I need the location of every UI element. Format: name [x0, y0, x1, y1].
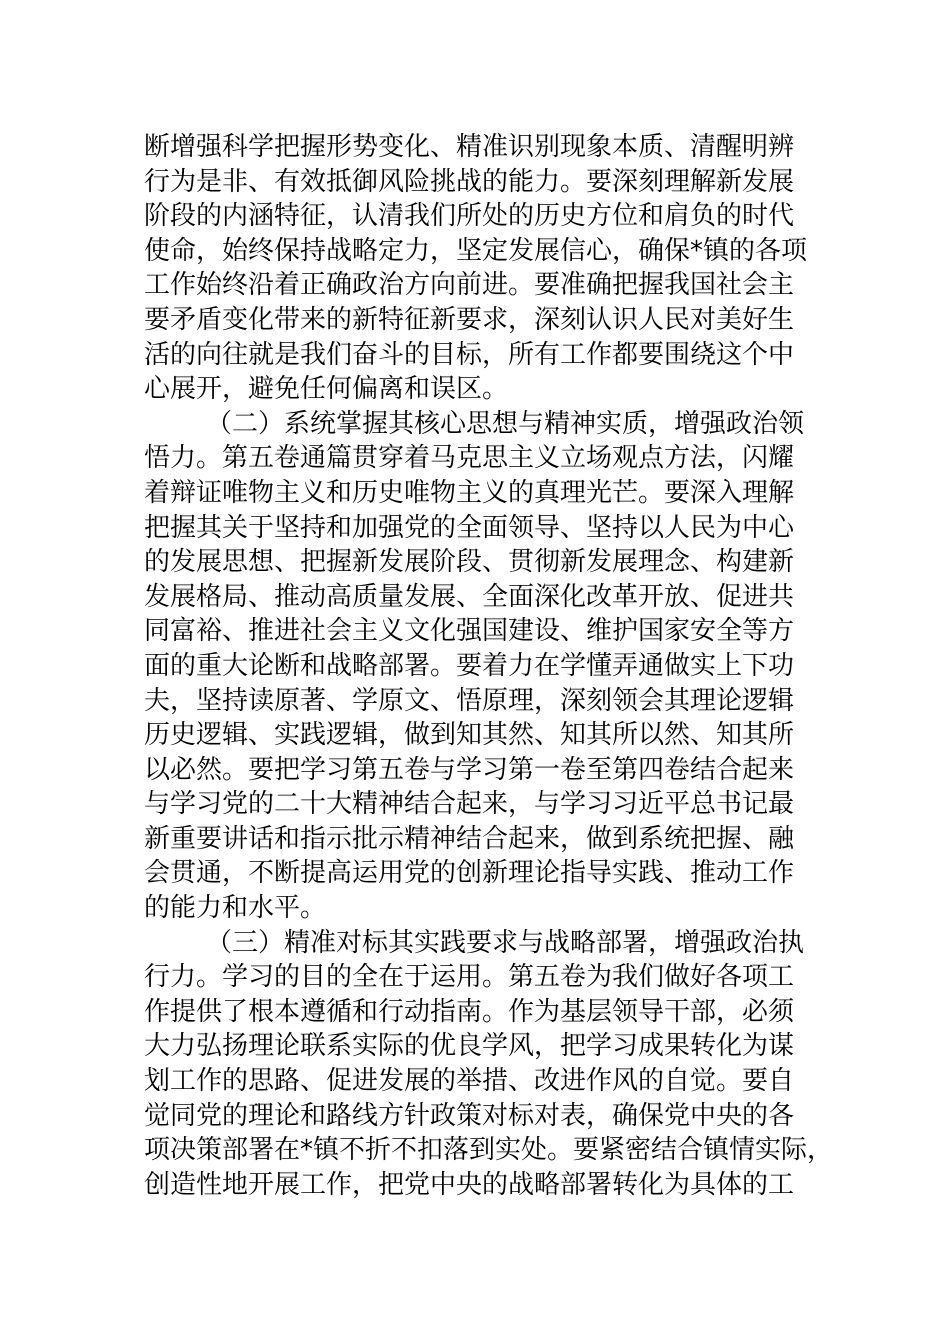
section-heading-line: （二）系统掌握其核心思想与精神实质，增强政治领	[206, 408, 805, 439]
text-line: 使命，始终保持战略定力，坚定发展信心，确保*镇的各项	[144, 235, 808, 266]
text-line: 新重要讲话和指示批示精神结合起来，做到系统把握、融	[144, 823, 795, 854]
text-line: 着辩证唯物主义和历史唯物主义的真理光芒。要深入理解	[144, 477, 795, 508]
text-line: 的发展思想、把握新发展阶段、贯彻新发展理念、构建新	[144, 547, 795, 578]
text-line: 活的向往就是我们奋斗的目标，所有工作都要围绕这个中	[144, 339, 795, 370]
text-line: 项决策部署在*镇不折不扣落到实处。要紧密结合镇情实际，	[144, 1135, 834, 1166]
text-line: 与学习党的二十大精神结合起来，与学习习近平总书记最	[144, 789, 795, 820]
text-line: 创造性地开展工作，把党中央的战略部署转化为具体的工	[144, 1169, 795, 1200]
text-line: 大力弘扬理论联系实际的优良学风，把学习成果转化为谋	[144, 1031, 795, 1062]
text-line: 发展格局、推动高质量发展、全面深化改革开放、促进共	[144, 581, 795, 612]
text-line: 面的重大论断和战略部署。要着力在学懂弄通做实上下功	[144, 650, 795, 681]
text-line: 划工作的思路、促进发展的举措、改进作风的自觉。要自	[144, 1066, 795, 1097]
text-line: 心展开，避免任何偏离和误区。	[144, 374, 509, 405]
text-line: 的能力和水平。	[144, 893, 327, 924]
text-line: 断增强科学把握形势变化、精准识别现象本质、清醒明辨	[144, 132, 795, 162]
text-line: 悟力。第五卷通篇贯穿着马克思主义立场观点方法，闪耀	[144, 443, 795, 474]
text-line: 行为是非、有效抵御风险挑战的能力。要深刻理解新发展	[144, 166, 795, 197]
text-line: 觉同党的理论和路线方针政策对标对表，确保党中央的各	[144, 1100, 795, 1131]
body-text	[144, 130, 844, 1202]
text-line: 历史逻辑、实践逻辑，做到知其然、知其所以然、知其所	[144, 720, 795, 751]
text-line: 行力。学习的目的全在于运用。第五卷为我们做好各项工	[144, 962, 795, 993]
text-line: 要矛盾变化带来的新特征新要求，深刻认识人民对美好生	[144, 304, 795, 335]
text-line: 会贯通，不断提高运用党的创新理论指导实践、推动工作	[144, 858, 795, 889]
section-heading-line: （三）精准对标其实践要求与战略部署，增强政治执	[206, 927, 805, 958]
text-line: 工作始终沿着正确政治方向前进。要准确把握我国社会主	[144, 270, 795, 301]
text-line: 同富裕、推进社会主义文化强国建设、维护国家安全等方	[144, 616, 795, 647]
text-line: 作提供了根本遵循和行动指南。作为基层领导干部，必须	[144, 996, 795, 1027]
text-line: 以必然。要把学习第五卷与学习第一卷至第四卷结合起来	[144, 754, 795, 785]
text-line: 夫，坚持读原著、学原文、悟原理，深刻领会其理论逻辑	[144, 685, 795, 716]
text-line: 把握其关于坚持和加强党的全面领导、坚持以人民为中心	[144, 512, 795, 543]
text-line: 阶段的内涵特征，认清我们所处的历史方位和肩负的时代	[144, 201, 795, 232]
